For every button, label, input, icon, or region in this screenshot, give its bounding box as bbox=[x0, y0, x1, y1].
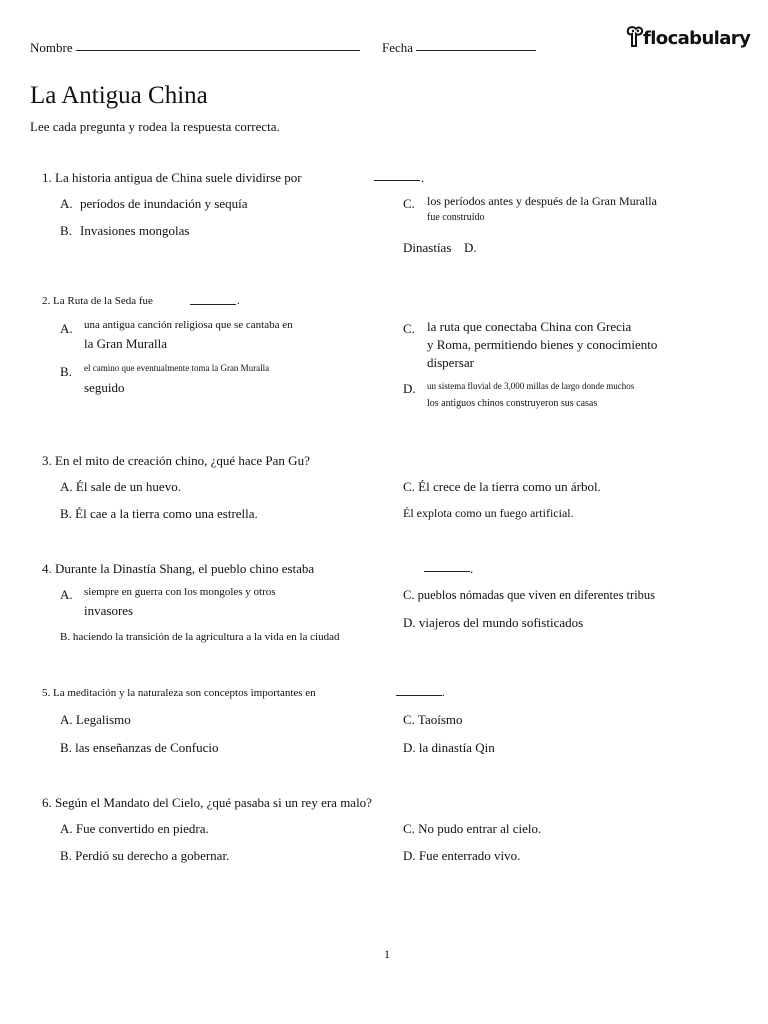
q6-option-a[interactable]: A. Fue convertido en piedra. bbox=[60, 821, 209, 836]
q1-option-d-letter[interactable]: D. bbox=[464, 240, 477, 255]
q3-option-a[interactable]: A. Él sale de un huevo. bbox=[60, 479, 181, 494]
date-label: Fecha bbox=[382, 40, 414, 55]
question-2-blank bbox=[190, 304, 236, 305]
q4-option-c[interactable]: C. pueblos nómadas que viven en diferentes tribus bbox=[403, 588, 656, 602]
q2-option-a-line-2[interactable]: la Gran Muralla bbox=[84, 336, 168, 351]
question-2-blank-end: . bbox=[237, 295, 240, 307]
q3-option-d[interactable]: Él explota como un fuego artificial. bbox=[403, 506, 574, 520]
question-4-blank-end: . bbox=[470, 561, 474, 576]
q6-option-b[interactable]: B. Perdió su derecho a gobernar. bbox=[60, 848, 230, 863]
logo-wordmark: flocabulary bbox=[643, 28, 751, 49]
q6-option-c[interactable]: C. No pudo entrar al cielo. bbox=[403, 821, 542, 836]
q5-option-c[interactable]: C. Taoísmo bbox=[403, 712, 463, 727]
q2-option-b-line-1[interactable]: el camino que eventualmente toma la Gran Muralla bbox=[84, 363, 270, 373]
question-2-prompt: 2. La Ruta de la Seda fue bbox=[42, 295, 153, 307]
question-5-blank-end: . bbox=[442, 687, 445, 699]
question-5-blank bbox=[396, 695, 442, 696]
q4-option-a-line-1[interactable]: siempre en guerra con los mongoles y otros bbox=[84, 586, 276, 598]
q2-option-b-line-2[interactable]: seguido bbox=[84, 380, 125, 395]
date-field-line[interactable] bbox=[416, 50, 536, 51]
q2-option-a-line-1[interactable]: una antigua canción religiosa que se cantaba en bbox=[84, 319, 293, 331]
q2-option-d-letter[interactable]: D. bbox=[403, 381, 416, 396]
q1-option-c-line-1[interactable]: los períodos antes y después de la Gran Muralla bbox=[427, 194, 657, 208]
question-1-blank-end: . bbox=[421, 170, 425, 185]
q1-option-b-letter[interactable]: B. bbox=[60, 223, 72, 238]
q4-option-a-line-2[interactable]: invasores bbox=[84, 603, 134, 618]
q2-option-c-line-2[interactable]: y Roma, permitiendo bienes y conocimiento bbox=[427, 337, 658, 352]
question-1-prompt: 1. La historia antigua de China suele dividirse por bbox=[42, 170, 302, 185]
instructions: Lee cada pregunta y rodea la respuesta correcta. bbox=[30, 119, 280, 134]
page-number: 1 bbox=[384, 947, 390, 961]
q2-option-c-line-1[interactable]: la ruta que conectaba China con Grecia bbox=[427, 319, 632, 334]
q6-option-d[interactable]: D. Fue enterrado vivo. bbox=[403, 848, 521, 863]
q1-option-a-letter[interactable]: A. bbox=[60, 196, 73, 211]
question-4-blank bbox=[424, 571, 470, 572]
flocabulary-logo bbox=[626, 24, 752, 54]
q2-option-b-letter[interactable]: B. bbox=[60, 364, 72, 379]
q3-option-b[interactable]: B. Él cae a la tierra como una estrella. bbox=[60, 506, 258, 521]
name-label: Nombre bbox=[30, 40, 73, 55]
q2-option-c-line-3[interactable]: dispersar bbox=[427, 355, 474, 370]
question-5-prompt: 5. La meditación y la naturaleza son conceptos importantes en bbox=[42, 687, 316, 699]
q5-option-b[interactable]: B. las enseñanzas de Confucio bbox=[60, 740, 219, 755]
q1-option-a-text[interactable]: períodos de inundación y sequía bbox=[80, 196, 248, 211]
q1-option-b-text[interactable]: Invasiones mongolas bbox=[80, 223, 190, 238]
question-6-prompt: 6. Según el Mandato del Cielo, ¿qué pasaba si un rey era malo? bbox=[42, 795, 372, 810]
q2-option-c-letter[interactable]: C. bbox=[403, 321, 415, 336]
q2-option-a-letter[interactable]: A. bbox=[60, 321, 73, 336]
q1-option-c-letter[interactable]: C. bbox=[403, 196, 415, 211]
q4-option-a-letter[interactable]: A. bbox=[60, 587, 73, 602]
name-field-line[interactable] bbox=[76, 50, 360, 51]
question-3-prompt: 3. En el mito de creación chino, ¿qué hace Pan Gu? bbox=[42, 453, 310, 468]
q4-option-b[interactable]: B. haciendo la transición de la agricultura a la vida en la ciudad bbox=[60, 631, 340, 643]
page-title: La Antigua China bbox=[30, 82, 208, 109]
q1-option-c-line-2[interactable]: fue construido bbox=[427, 212, 485, 223]
q5-option-a[interactable]: A. Legalismo bbox=[60, 712, 131, 727]
question-1-blank bbox=[374, 180, 420, 181]
q2-option-d-line-1[interactable]: un sistema fluvial de 3,000 millas de largo donde muchos bbox=[427, 381, 635, 391]
q2-option-d-line-2[interactable]: los antiguos chinos construyeron sus casas bbox=[427, 398, 598, 409]
q5-option-d[interactable]: D. la dinastía Qin bbox=[403, 740, 495, 755]
flocabulary-mascot-icon bbox=[626, 26, 644, 48]
question-4-prompt: 4. Durante la Dinastía Shang, el pueblo chino estaba bbox=[42, 561, 315, 576]
q4-option-d[interactable]: D. viajeros del mundo sofisticados bbox=[403, 615, 584, 630]
q1-option-d-text[interactable]: Dinastías bbox=[403, 240, 452, 255]
q3-option-c[interactable]: C. Él crece de la tierra como un árbol. bbox=[403, 479, 601, 494]
